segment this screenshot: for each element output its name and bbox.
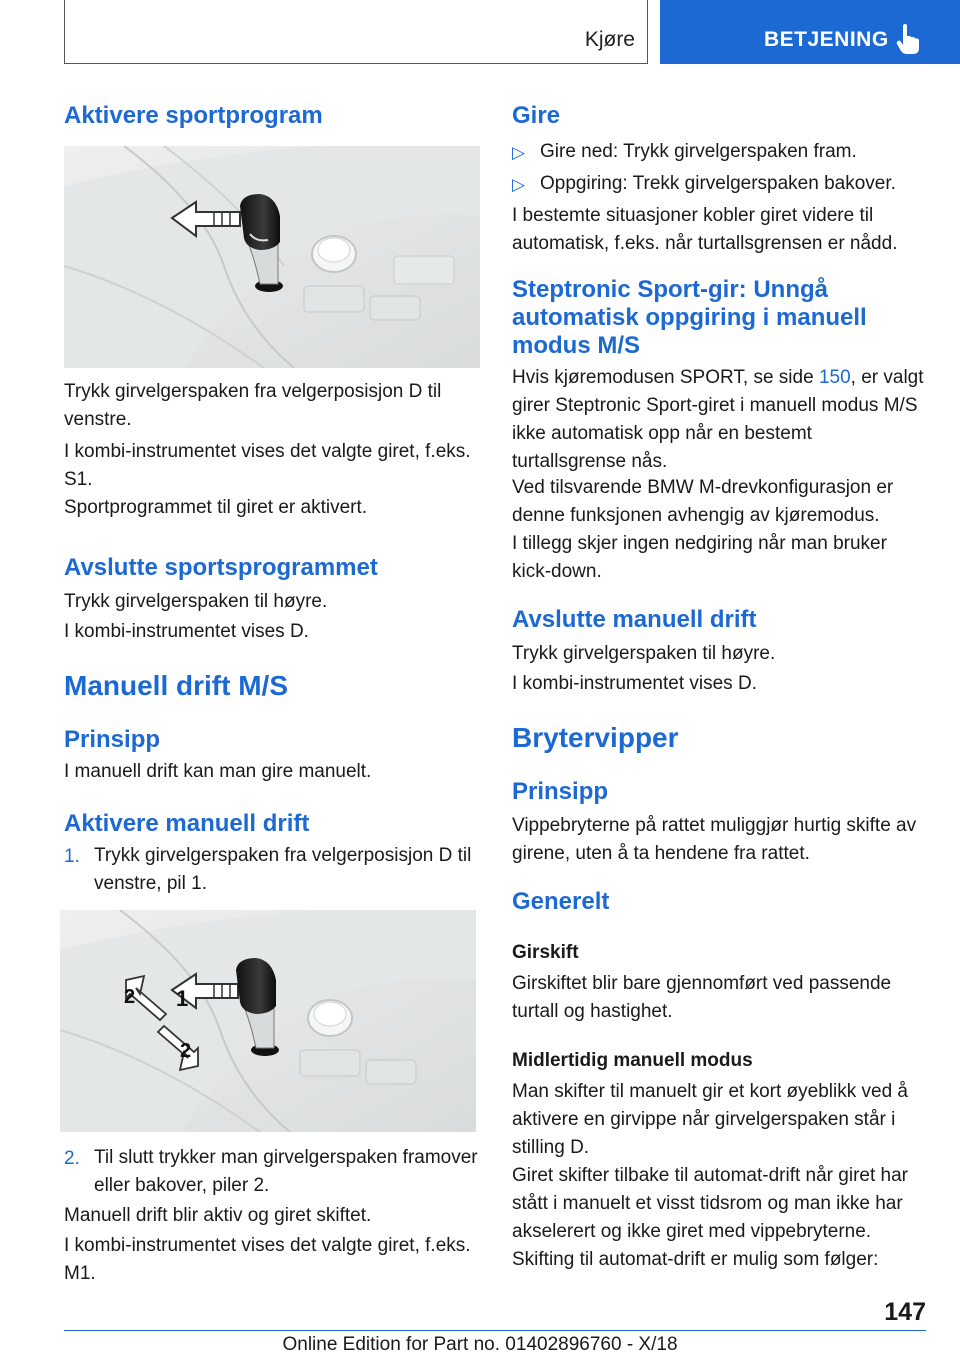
- heading-manuell-drift: Manuell drift M/S: [64, 670, 288, 701]
- heading-avslutte-manuell-drift: Avslutte manuell drift: [512, 606, 757, 633]
- steptronic-paragraph-1: [512, 364, 926, 476]
- midlertidig-paragraph-1: Man skifter til manuelt gir et kort øyeblikk ved å aktivere en girvippe når girvelgerspaken står i stilling D.: [512, 1081, 908, 1158]
- page-number: 147: [884, 1298, 926, 1326]
- figure-gear-lever-arrows-1-2: [60, 910, 476, 1132]
- gire-bullet-2: Oppgiring: Trekk girvelgerspaken bakover.: [540, 173, 896, 194]
- prinsipp-paragraph: I manuell drift kan man gire manuelt.: [64, 761, 372, 782]
- heading-midlertidig-manuell-modus: Midlertidig manuell modus: [512, 1050, 753, 1071]
- steptronic-text-b: , er valgt girer Steptronic Sport-giret i manuell modus M/S ikke automatisk opp når en bestemt turtallsgrense nås.: [512, 367, 924, 472]
- manuell-paragraph-1: Manuell drift blir aktiv og giret skiftet.: [64, 1205, 372, 1226]
- avslutte-sport-paragraph-2: I kombi-instrumentet vises D.: [64, 621, 309, 642]
- heading-aktivere-sportprogram: Aktivere sportprogram: [64, 102, 323, 129]
- steptronic-paragraph-2: Ved tilsvarende BMW M-drevkonfigurasjon er denne funksjonen avhengig av kjøremodus.: [512, 477, 894, 526]
- header-chapter-tab[interactable]: [660, 0, 960, 64]
- heading-prinsipp-2: Prinsipp: [512, 778, 609, 805]
- sport-paragraph-3: Sportprogrammet til giret er aktivert.: [64, 497, 368, 518]
- gire-bullet-1: Gire ned: Trykk girvelgerspaken fram.: [540, 141, 857, 162]
- step-2-text: Til slutt trykker man girvelgerspaken framover eller bakover, piler 2.: [94, 1147, 478, 1196]
- footer-edition-text: Online Edition for Part no. 01402896760 - X/18: [282, 1334, 678, 1355]
- heading-aktivere-manuell-drift: Aktivere manuell drift: [64, 810, 310, 837]
- steptronic-text-a: Hvis kjøremodusen SPORT, se side: [512, 367, 819, 388]
- header-section-title: Kjøre: [584, 28, 635, 51]
- manuell-paragraph-2: I kombi-instrumentet vises det valgte giret, f.eks. M1.: [64, 1235, 471, 1284]
- heading-prinsipp: Prinsipp: [64, 726, 161, 753]
- gire-paragraph: I bestemte situasjoner kobler giret videre til automatisk, f.eks. når turtallsgrensen er nådd.: [512, 205, 898, 254]
- avslutte-manuell-paragraph-2: I kombi-instrumentet vises D.: [512, 673, 757, 694]
- prinsipp-2-paragraph: Vippebryterne på rattet muliggjør hurtig skifte av girene, uten å ta hendene fra rattet.: [512, 815, 917, 864]
- step-2-number: 2.: [64, 1148, 80, 1169]
- step-1-text: Trykk girvelgerspaken fra velgerposisjon D til venstre, pil 1.: [94, 845, 472, 894]
- figure-label-2a: 2: [124, 986, 136, 1008]
- heading-avslutte-sportsprogrammet: Avslutte sportsprogrammet: [64, 554, 378, 581]
- heading-steptronic: Steptronic Sport-gir: Unngå automatisk oppgiring i manuell modus M/S: [512, 276, 867, 359]
- gear-console-illustration: [64, 146, 480, 368]
- bullet-triangle-icon: ▷: [512, 175, 526, 194]
- heading-girskift: Girskift: [512, 942, 579, 963]
- step-1-number: 1.: [64, 846, 80, 867]
- steptronic-paragraph-3: I tillegg skjer ingen nedgiring når man bruker kick-down.: [512, 533, 887, 582]
- page-link-150[interactable]: 150: [818, 367, 851, 388]
- heading-brytervipper: Brytervipper: [512, 722, 679, 753]
- gear-console-illustration-2: [60, 910, 476, 1132]
- figure-label-1: 1: [176, 986, 189, 1011]
- hand-pointer-icon: [896, 24, 920, 54]
- sport-paragraph-2: I kombi-instrumentet vises det valgte giret, f.eks. S1.: [64, 441, 471, 490]
- girskift-paragraph: Girskiftet blir bare gjennomført ved passende turtall og hastighet.: [512, 973, 892, 1022]
- midlertidig-paragraph-3: Skifting til automat-drift er mulig som følger:: [512, 1249, 879, 1270]
- heading-generelt: Generelt: [512, 888, 610, 915]
- avslutte-sport-paragraph-1: Trykk girvelgerspaken til høyre.: [64, 591, 328, 612]
- figure-label-2b: 2: [180, 1040, 192, 1062]
- header-section-box: [64, 0, 648, 64]
- midlertidig-paragraph-2: Giret skifter tilbake til automat-drift når giret har stått i manuelt et visst tidsrom og man ikke har akselerert og ikke giret med vippebryterne.: [512, 1165, 908, 1242]
- figure-gear-lever-left-arrow: [64, 146, 480, 368]
- bullet-triangle-icon: ▷: [512, 143, 526, 162]
- sport-paragraph-1: Trykk girvelgerspaken fra velgerposisjon D til venstre.: [64, 381, 442, 430]
- footer-divider: [64, 1330, 926, 1331]
- header-chapter-title: BETJENING: [764, 28, 889, 51]
- avslutte-manuell-paragraph-1: Trykk girvelgerspaken til høyre.: [512, 643, 776, 664]
- heading-gire: Gire: [512, 102, 561, 129]
